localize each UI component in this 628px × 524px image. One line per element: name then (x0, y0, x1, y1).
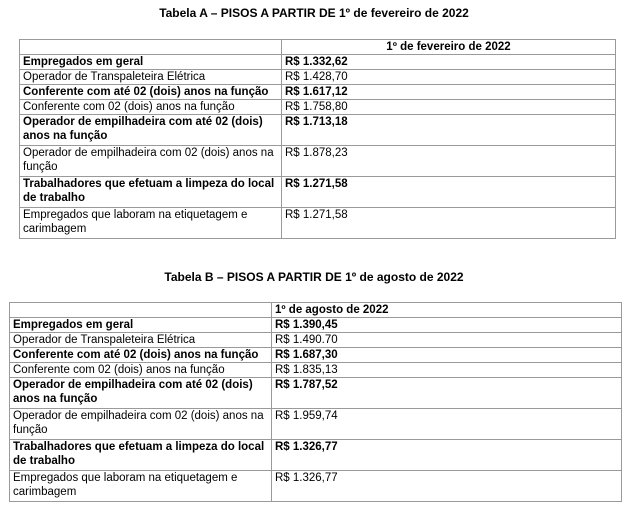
row-value: R$ 1.271,58 (282, 177, 616, 208)
table-row (10, 318, 622, 333)
row-label: Operador de empilhadeira com 02 (dois) anos na função (20, 146, 282, 177)
table-row (20, 115, 616, 146)
table-row (20, 85, 616, 100)
row-label: Empregados em geral (20, 55, 282, 70)
header-cell-date: 1º de agosto de 2022 (272, 303, 622, 318)
row-label: Operador de Transpaleteira Elétrica (20, 70, 282, 85)
table-row (20, 55, 616, 70)
row-value: R$ 1.787,52 (272, 378, 622, 409)
row-label: Operador de Transpaleteira Elétrica (10, 333, 272, 348)
row-value: R$ 1.490.70 (272, 333, 622, 348)
table-row (20, 100, 616, 115)
table-row (10, 471, 622, 502)
row-value: R$ 1.326,77 (272, 471, 622, 502)
row-label: Trabalhadores que efetuam a limpeza do local de trabalho (10, 440, 272, 471)
row-label: Empregados em geral (10, 318, 272, 333)
row-value: R$ 1.271,58 (282, 208, 616, 239)
table-header-row (20, 40, 616, 55)
row-value: R$ 1.713,18 (282, 115, 616, 146)
row-label: Conferente com até 02 (dois) anos na função (10, 348, 272, 363)
row-value: R$ 1.959,74 (272, 409, 622, 440)
table-b-title: Tabela B – PISOS A PARTIR DE 1º de agosto de 2022 (164, 270, 464, 284)
table-a-title: Tabela A – PISOS A PARTIR DE 1º de fevereiro de 2022 (159, 6, 469, 20)
table-row (10, 409, 622, 440)
row-value: R$ 1.326,77 (272, 440, 622, 471)
row-label: Conferente com até 02 (dois) anos na função (20, 85, 282, 100)
row-value: R$ 1.835,13 (272, 363, 622, 378)
row-value: R$ 1.390,45 (272, 318, 622, 333)
row-value: R$ 1.758,80 (282, 100, 616, 115)
row-label: Trabalhadores que efetuam a limpeza do local de trabalho (20, 177, 282, 208)
table-b (9, 302, 622, 502)
table-row (10, 363, 622, 378)
table-row (20, 177, 616, 208)
table-row (20, 70, 616, 85)
table-row (20, 208, 616, 239)
header-cell-label (20, 40, 282, 55)
row-label: Empregados que laboram na etiquetagem e carimbagem (20, 208, 282, 239)
table-row (20, 146, 616, 177)
table-a (19, 39, 616, 239)
table-row (10, 333, 622, 348)
header-cell-date: 1º de fevereiro de 2022 (282, 40, 616, 55)
row-label: Conferente com 02 (dois) anos na função (10, 363, 272, 378)
table-header-row (10, 303, 622, 318)
row-label: Empregados que laboram na etiquetagem e carimbagem (10, 471, 272, 502)
row-value: R$ 1.687,30 (272, 348, 622, 363)
table-row (10, 440, 622, 471)
row-value: R$ 1.428,70 (282, 70, 616, 85)
table-row (10, 348, 622, 363)
row-label: Operador de empilhadeira com 02 (dois) anos na função (10, 409, 272, 440)
table-row (10, 378, 622, 409)
row-label: Operador de empilhadeira com até 02 (dois) anos na função (10, 378, 272, 409)
row-label: Operador de empilhadeira com até 02 (dois) anos na função (20, 115, 282, 146)
row-value: R$ 1.332,62 (282, 55, 616, 70)
row-label: Conferente com 02 (dois) anos na função (20, 100, 282, 115)
row-value: R$ 1.617,12 (282, 85, 616, 100)
header-cell-label (10, 303, 272, 318)
row-value: R$ 1.878,23 (282, 146, 616, 177)
